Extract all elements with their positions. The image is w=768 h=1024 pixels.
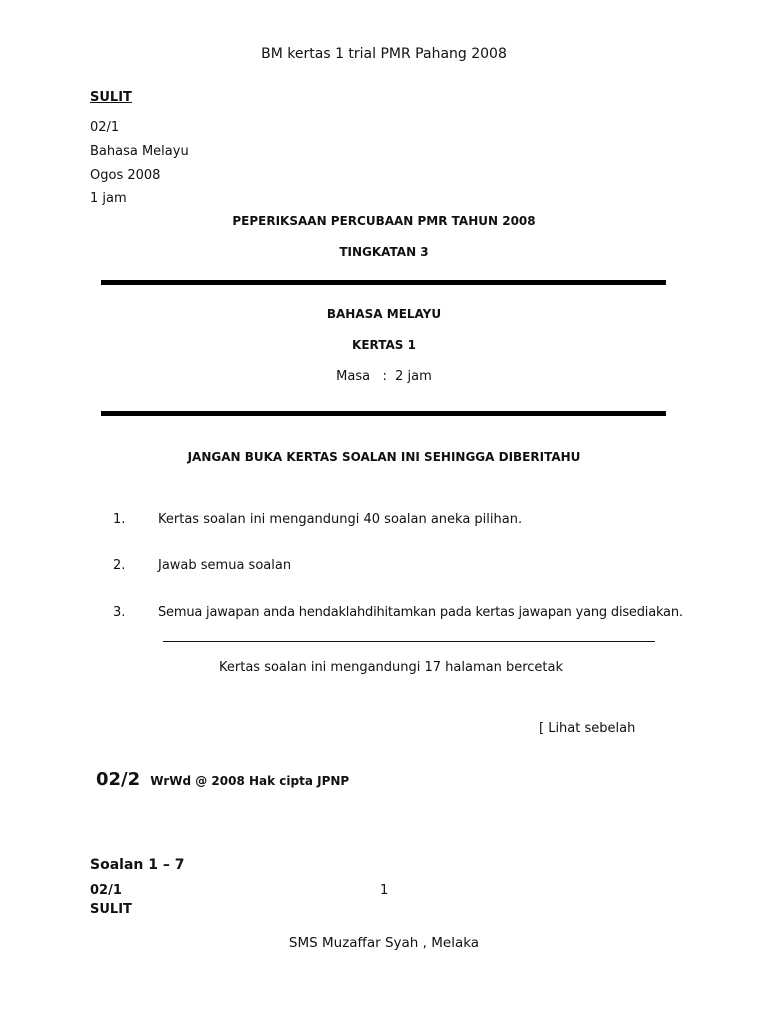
- subject-name: Bahasa Melayu: [90, 144, 189, 159]
- copyright-text: WrWd @ 2008 Hak cipta JPNP: [150, 774, 350, 788]
- bottom-divider: [101, 411, 666, 416]
- separator-line: [163, 641, 655, 642]
- see-next-page: [ Lihat sebelah: [539, 721, 636, 736]
- page-footer-classification: SULIT: [90, 902, 132, 917]
- paper-heading: KERTAS 1: [352, 338, 416, 352]
- instruction-text: Semua jawapan anda hendaklahdihitamkan pada kertas jawapan yang disediakan.: [158, 605, 683, 620]
- footer-paper-code: 02/2: [96, 769, 141, 790]
- exam-duration: 1 jam: [90, 191, 127, 206]
- copyright-block: [96, 769, 349, 790]
- form-level: TINGKATAN 3: [339, 245, 429, 259]
- page-count-note: Kertas soalan ini mengandungi 17 halaman bercetak: [219, 660, 564, 675]
- exam-heading: PEPERIKSAAN PERCUBAAN PMR TAHUN 2008: [232, 214, 536, 228]
- page-number: 1: [380, 883, 389, 898]
- instruction-text: Jawab semua soalan: [158, 558, 292, 573]
- instruction-number: 2.: [113, 558, 126, 573]
- instruction-text: Kertas soalan ini mengandungi 40 soalan aneka pilihan.: [158, 512, 523, 527]
- page-footer-code: 02/1: [90, 883, 122, 898]
- top-divider: [101, 280, 666, 285]
- time-label: Masa: [336, 369, 371, 384]
- exam-month: Ogos 2008: [90, 168, 161, 183]
- time-value: 2 jam: [395, 369, 432, 384]
- subject-heading: BAHASA MELAYU: [326, 307, 442, 321]
- instruction-number: 3.: [113, 605, 126, 620]
- time-allowed: [0, 369, 768, 384]
- section-heading: Soalan 1 – 7: [90, 857, 185, 873]
- instruction-number: 1.: [113, 512, 126, 527]
- document-title: BM kertas 1 trial PMR Pahang 2008: [261, 46, 507, 62]
- school-name: SMS Muzaffar Syah , Melaka: [288, 935, 480, 951]
- warning-notice: JANGAN BUKA KERTAS SOALAN INI SEHINGGA DIBERITAHU: [187, 450, 581, 464]
- time-separator: :: [382, 369, 387, 384]
- paper-code: 02/1: [90, 120, 120, 135]
- classification-label: SULIT: [90, 90, 132, 105]
